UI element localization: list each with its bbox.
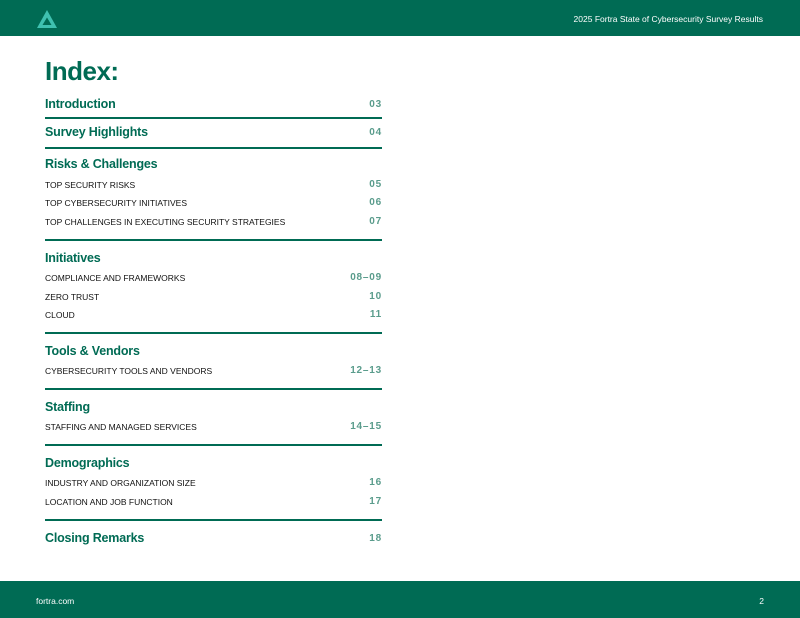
item-page-number: 08–09 xyxy=(350,272,382,283)
toc-item-top-security-risks[interactable] xyxy=(45,179,382,193)
toc-item-cybersecurity-tools-vendors[interactable] xyxy=(45,365,382,379)
item-page-number: 06 xyxy=(369,197,382,208)
item-page-number: 17 xyxy=(369,496,382,507)
footer-url-link[interactable]: fortra.com xyxy=(36,596,75,606)
footer-bar xyxy=(0,581,800,618)
item-label: TOP CHALLENGES IN EXECUTING SECURITY STRATEGIES xyxy=(45,217,286,227)
item-page-number: 12–13 xyxy=(350,365,382,376)
toc-section-introduction[interactable] xyxy=(45,97,382,113)
toc-section-closing-remarks[interactable] xyxy=(45,531,382,547)
section-title: Staffing xyxy=(45,400,90,414)
footer-page-number: 2 xyxy=(759,596,764,606)
section-divider xyxy=(45,444,382,446)
section-divider xyxy=(45,519,382,521)
item-label: ZERO TRUST xyxy=(45,292,100,302)
section-page-number: 18 xyxy=(369,533,382,544)
section-title: Tools & Vendors xyxy=(45,344,140,358)
item-page-number: 11 xyxy=(369,309,382,320)
item-page-number: 14–15 xyxy=(350,421,382,432)
item-label: TOP SECURITY RISKS xyxy=(45,180,136,190)
section-page-number: 04 xyxy=(369,127,382,138)
toc-item-staffing-managed-services[interactable] xyxy=(45,421,382,435)
section-title: Introduction xyxy=(45,97,116,111)
toc-item-compliance-frameworks[interactable] xyxy=(45,272,382,286)
toc-item-top-challenges[interactable] xyxy=(45,216,382,230)
section-title: Closing Remarks xyxy=(45,531,145,545)
item-label: TOP CYBERSECURITY INITIATIVES xyxy=(45,198,188,208)
section-divider xyxy=(45,332,382,334)
toc-item-location-job-function[interactable] xyxy=(45,496,382,510)
item-label: COMPLIANCE AND FRAMEWORKS xyxy=(45,273,186,283)
section-divider xyxy=(45,147,382,149)
item-label: INDUSTRY AND ORGANIZATION SIZE xyxy=(45,478,196,488)
index-title: Index: xyxy=(45,56,119,86)
item-label: LOCATION AND JOB FUNCTION xyxy=(45,497,173,507)
toc-section-survey-highlights[interactable] xyxy=(45,125,382,141)
toc-section-staffing xyxy=(45,400,382,416)
item-page-number: 05 xyxy=(369,179,382,190)
item-page-number: 07 xyxy=(369,216,382,227)
item-label: CLOUD xyxy=(45,310,75,320)
section-title: Demographics xyxy=(45,456,130,470)
header-title: 2025 Fortra State of Cybersecurity Survey Results xyxy=(573,14,763,24)
item-page-number: 10 xyxy=(369,291,382,302)
toc-section-demographics xyxy=(45,456,382,472)
item-page-number: 16 xyxy=(369,477,382,488)
toc-section-initiatives xyxy=(45,251,382,267)
toc-item-zero-trust[interactable] xyxy=(45,291,382,305)
toc-section-risks-challenges xyxy=(45,157,382,173)
item-label: STAFFING AND MANAGED SERVICES xyxy=(45,422,197,432)
header-bar xyxy=(0,0,800,36)
section-page-number: 03 xyxy=(369,99,382,110)
section-title: Survey Highlights xyxy=(45,125,148,139)
section-divider xyxy=(45,388,382,390)
toc-item-top-cybersecurity-initiatives[interactable] xyxy=(45,197,382,211)
section-divider xyxy=(45,239,382,241)
toc-section-tools-vendors xyxy=(45,344,382,360)
toc-item-cloud[interactable] xyxy=(45,309,382,323)
fortra-logo-icon xyxy=(36,9,58,29)
item-label: CYBERSECURITY TOOLS AND VENDORS xyxy=(45,366,213,376)
toc-item-industry-organization-size[interactable] xyxy=(45,477,382,491)
section-divider xyxy=(45,117,382,119)
section-title: Risks & Challenges xyxy=(45,157,158,171)
section-title: Initiatives xyxy=(45,251,101,265)
